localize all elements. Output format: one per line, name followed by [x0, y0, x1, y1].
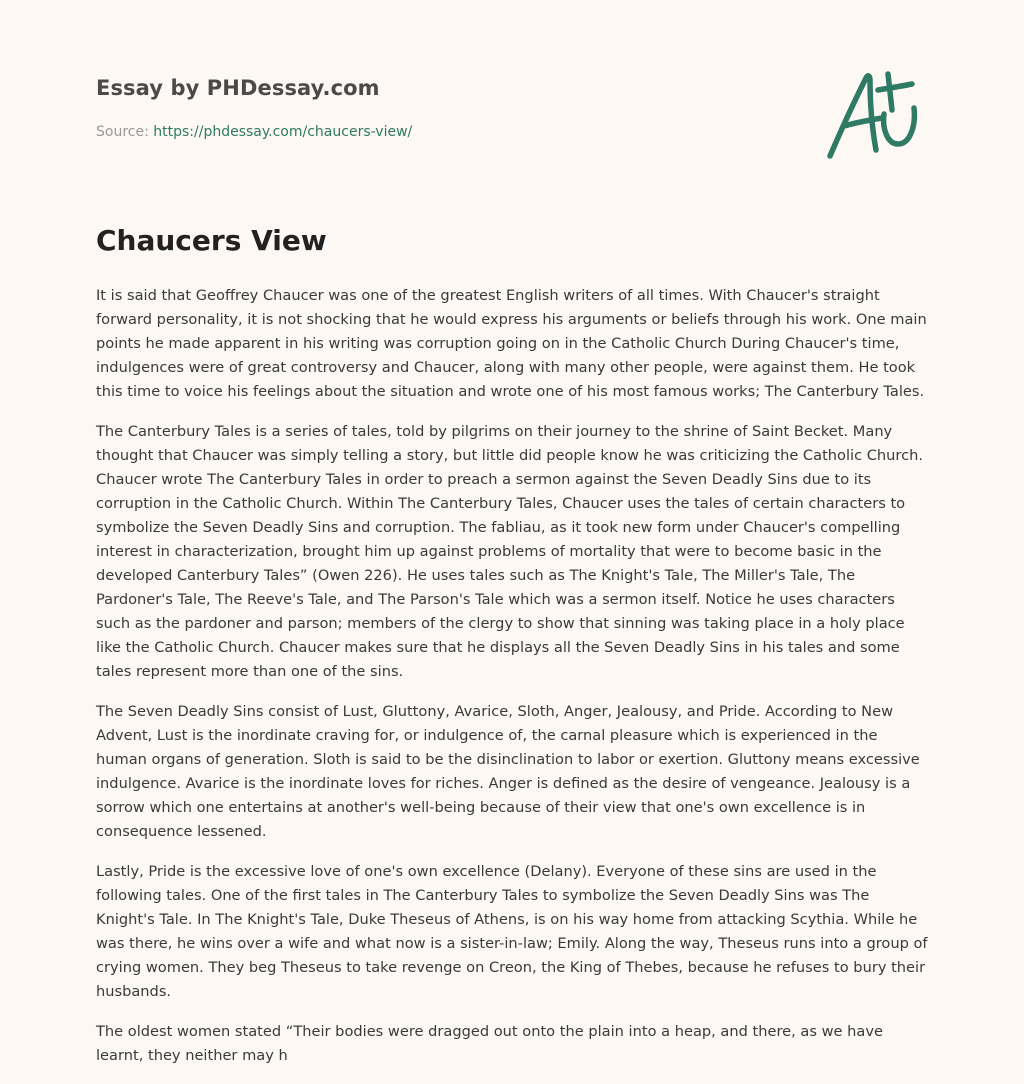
- source-link[interactable]: https://phdessay.com/chaucers-view/: [153, 124, 413, 140]
- essay-paragraph: The Seven Deadly Sins consist of Lust, Gluttony, Avarice, Sloth, Anger, Jealousy, and Pride. According to New Advent, Lust is the inordinate craving for, or indulgence of, the carnal pleasure which is experienced in the human organs of generation. Sloth is said to be the disinclination to labor or exertion. Gluttony means excessive indulgence. Avarice is the inordinate loves for riches. Anger is defined as the desire of vengeance. Jealousy is a sorrow which one entertains at another's well-being because of their view that one's own excellence is in consequence lessened.: [96, 703, 920, 840]
- essay-paragraph: The Canterbury Tales is a series of tales, told by pilgrims on their journey to the shrine of Saint Becket. Many thought that Chaucer was simply telling a story, but little did people know he was criticizing the Catholic Church. Chaucer wrote The Canterbury Tales in order to preach a sermon against the Seven Deadly Sins due to its corruption in the Catholic Church. Within The Canterbury Tales, Chaucer uses the tales of certain characters to symbolize the Seven Deadly Sins and corruption. The fabliau, as it took new form under Chaucer's compelling interest in characterization, brought him up against problems of mortality that were to become basic in the developed Canterbury Tales” (Owen 226). He uses tales such as The Knight's Tale, The Miller's Tale, The Pardoner's Tale, The Reeve's Tale, and The Parson's Tale which was a sermon itself. Notice he uses characters such as the pardoner and parson; members of the clergy to show that sinning was taking place in a holy place like the Catholic Church. Chaucer makes sure that he displays all the Seven Deadly Sins in his tales and some tales represent more than one of the sins.: [96, 423, 924, 680]
- essay-header: [96, 72, 928, 192]
- essay-body: [96, 284, 932, 1084]
- essay-title: Chaucers View: [96, 224, 327, 257]
- essay-paragraph: It is said that Geoffrey Chaucer was one of the greatest English writers of all times. With Chaucer's straight forward personality, it is not shocking that he would express his arguments or beliefs through his work. One main points he made apparent in his writing was corruption going on in the Catholic Church During Chaucer's time, indulgences were of great controversy and Chaucer, along with many other people, were against them. He took this time to voice his feelings about the situation and wrote one of his most famous works; The Canterbury Tales.: [96, 287, 927, 400]
- essay-paragraph: The oldest women stated “Their bodies were dragged out onto the plain into a heap, and there, as we have learnt, they neither may h: [96, 1023, 883, 1064]
- source-line: [96, 124, 412, 140]
- a-plus-logo-icon: [826, 68, 926, 162]
- source-label: Source:: [96, 124, 149, 140]
- site-title: Essay by PHDessay.com: [96, 76, 380, 100]
- essay-paragraph: Lastly, Pride is the excessive love of one's own excellence (Delany). Everyone of these sins are used in the following tales. One of the first tales in The Canterbury Tales to symbolize the Seven Deadly Sins was The Knight's Tale. In The Knight's Tale, Duke Theseus of Athens, is on his way home from attacking Scythia. While he was there, he wins over a wife and what now is a sister-in-law; Emily. Along the way, Theseus runs into a group of crying women. They beg Theseus to take revenge on Creon, the King of Thebes, because he refuses to bury their husbands.: [96, 863, 928, 1000]
